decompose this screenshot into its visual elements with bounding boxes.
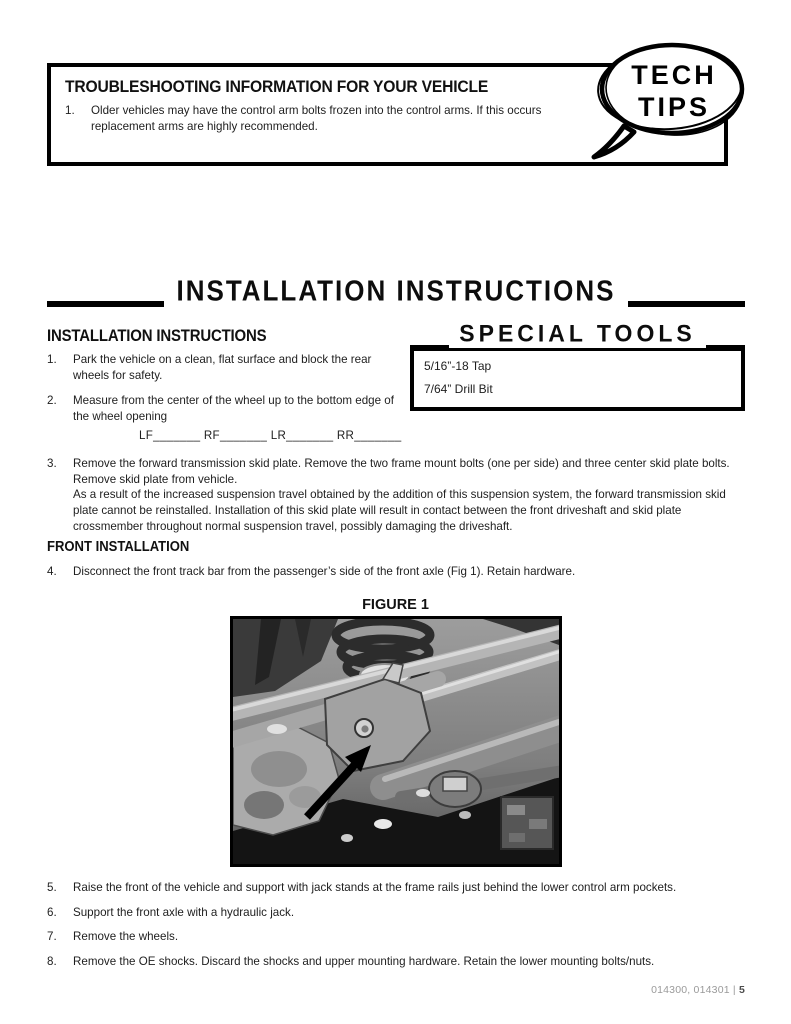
troubleshooting-item-text: Older vehicles may have the control arm bolts frozen into the control arms. If this occurs replacement arms are highly recommended. xyxy=(91,104,542,133)
step-text xyxy=(73,456,745,534)
step-text: Remove the OE shocks. Discard the shocks and upper mounting hardware. Retain the lower mounting bolts/nuts. xyxy=(73,954,655,968)
step-text: Park the vehicle on a clean, flat surface and block the rear wheels for safety. xyxy=(73,353,372,382)
footer-separator: | xyxy=(729,984,739,996)
figure1-label: FIGURE 1 xyxy=(362,597,429,613)
section-header-title: INSTALLATION INSTRUCTIONS xyxy=(164,274,627,308)
step3-paragraph-2: As a result of the increased suspension travel obtained by the addition of this suspension system, the forward transmission skid plate cannot be reinstalled. Installation of this skid plate will result in contact between the front driveshaft and skid plate crossmember throughout normal suspension travel, possibly damaging the driveshaft. xyxy=(73,488,726,533)
list-item xyxy=(47,880,757,896)
step-number: 3. xyxy=(47,457,57,470)
step3-paragraph-1: Remove the forward transmission skid plate. Remove the two frame mount bolts (one per side) and three center skid plate bolts. Remove skid plate from vehicle. xyxy=(73,457,730,486)
step-number: 2. xyxy=(47,394,57,408)
step-number: 7. xyxy=(47,930,57,944)
step-number: 1. xyxy=(47,353,57,366)
figure1-photo-illustration xyxy=(233,619,559,864)
page-footer xyxy=(651,984,745,996)
step-number: 8. xyxy=(47,954,57,968)
troubleshooting-title: TROUBLESHOOTING INFORMATION FOR YOUR VEHICLE xyxy=(65,77,489,96)
tech-tips-bubble xyxy=(584,30,756,162)
section-header xyxy=(47,273,745,309)
step-text: Disconnect the front track bar from the passenger’s side of the front axle (Fig 1). Retain hardware. xyxy=(73,565,576,578)
step-text: Remove the wheels. xyxy=(73,930,179,944)
list-item xyxy=(47,929,757,945)
special-tools-heading-wrap xyxy=(410,321,745,348)
special-tool-item: 5/16”-18 Tap xyxy=(424,359,492,373)
special-tools-section xyxy=(410,321,745,411)
wheel-measurement-blanks: LF_______ RF_______ LR_______ RR_______ xyxy=(139,429,402,442)
part-numbers: 014300, 014301 xyxy=(651,984,730,996)
list-item xyxy=(47,905,757,921)
list-item xyxy=(47,564,747,580)
troubleshooting-item-number: 1. xyxy=(65,104,75,117)
step-number: 6. xyxy=(47,905,57,919)
step-text: Raise the front of the vehicle and support with jack stands at the frame rails just behind the lower control arm pockets. xyxy=(73,881,677,894)
front-installation-heading: FRONT INSTALLATION xyxy=(47,539,190,555)
tech-tips-line1: TECH xyxy=(631,60,717,90)
special-tool-item: 7/64” Drill Bit xyxy=(424,382,493,396)
tech-tips-line2: TIPS xyxy=(637,92,711,122)
step-number: 5. xyxy=(47,881,57,894)
step-text: Support the front axle with a hydraulic jack. xyxy=(73,905,295,919)
page-number: 5 xyxy=(738,984,745,996)
front-installation-steps xyxy=(47,880,757,979)
installation-steps-1-2 xyxy=(47,352,427,435)
list-item xyxy=(47,393,427,424)
figure1-photo xyxy=(230,616,562,867)
list-item xyxy=(47,954,757,970)
list-item xyxy=(47,456,747,534)
step-text: Measure from the center of the wheel up to the bottom edge of the wheel opening xyxy=(73,394,394,423)
step-number: 4. xyxy=(47,565,57,578)
installation-instructions-heading: INSTALLATION INSTRUCTIONS xyxy=(47,326,267,345)
special-tools-heading: SPECIAL TOOLS xyxy=(449,320,705,348)
list-item xyxy=(47,352,427,383)
special-tools-box xyxy=(410,345,745,411)
